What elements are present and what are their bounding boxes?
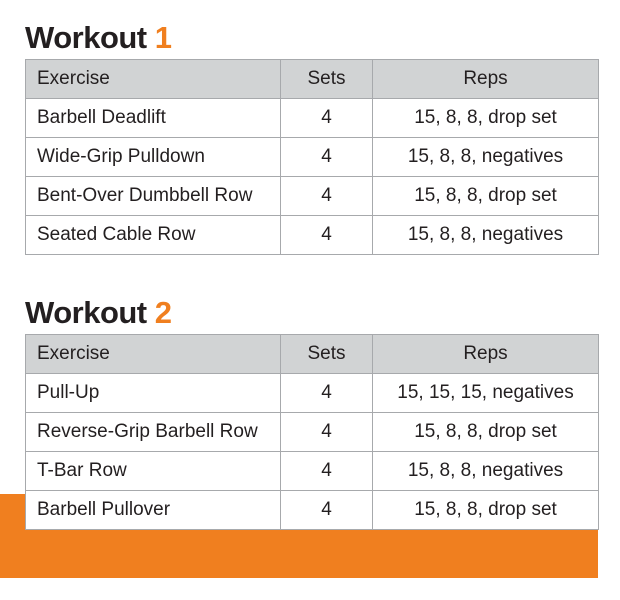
table-row <box>26 452 599 491</box>
header-exercise: Exercise <box>26 60 281 99</box>
workout-2-table <box>25 334 599 530</box>
table-row <box>26 216 599 255</box>
reps-cell: 15, 8, 8, drop set <box>373 99 599 138</box>
reps-cell: 15, 8, 8, negatives <box>373 452 599 491</box>
sets-cell: 4 <box>281 413 373 452</box>
exercise-cell: Reverse-Grip Barbell Row <box>26 413 281 452</box>
reps-cell: 15, 8, 8, drop set <box>373 413 599 452</box>
exercise-cell: Pull-Up <box>26 374 281 413</box>
exercise-cell: Wide-Grip Pulldown <box>26 138 281 177</box>
sets-cell: 4 <box>281 452 373 491</box>
header-sets: Sets <box>281 60 373 99</box>
reps-cell: 15, 8, 8, drop set <box>373 491 599 530</box>
sets-cell: 4 <box>281 374 373 413</box>
table-header-row <box>26 335 599 374</box>
workout-2-number: 2 <box>154 295 172 330</box>
exercise-cell: T-Bar Row <box>26 452 281 491</box>
workout-1-title-text: Workout <box>25 20 147 55</box>
workout-1-section <box>25 18 598 255</box>
sets-cell: 4 <box>281 99 373 138</box>
header-reps: Reps <box>373 60 599 99</box>
table-row <box>26 491 599 530</box>
workout-2-title-text: Workout <box>25 295 147 330</box>
table-row <box>26 99 599 138</box>
reps-cell: 15, 8, 8, drop set <box>373 177 599 216</box>
workout-2-section <box>25 293 598 530</box>
header-exercise: Exercise <box>26 335 281 374</box>
reps-cell: 15, 8, 8, negatives <box>373 138 599 177</box>
sets-cell: 4 <box>281 177 373 216</box>
table-row <box>26 177 599 216</box>
table-row <box>26 138 599 177</box>
sets-cell: 4 <box>281 138 373 177</box>
header-sets: Sets <box>281 335 373 374</box>
reps-cell: 15, 8, 8, negatives <box>373 216 599 255</box>
workout-2-title <box>25 293 598 333</box>
exercise-cell: Barbell Pullover <box>26 491 281 530</box>
workout-1-number: 1 <box>154 20 172 55</box>
exercise-cell: Barbell Deadlift <box>26 99 281 138</box>
table-row <box>26 374 599 413</box>
header-reps: Reps <box>373 335 599 374</box>
workout-1-title <box>25 18 598 58</box>
sets-cell: 4 <box>281 216 373 255</box>
table-header-row <box>26 60 599 99</box>
exercise-cell: Bent-Over Dumbbell Row <box>26 177 281 216</box>
reps-cell: 15, 15, 15, negatives <box>373 374 599 413</box>
table-row <box>26 413 599 452</box>
sets-cell: 4 <box>281 491 373 530</box>
workout-1-table <box>25 59 599 255</box>
exercise-cell: Seated Cable Row <box>26 216 281 255</box>
